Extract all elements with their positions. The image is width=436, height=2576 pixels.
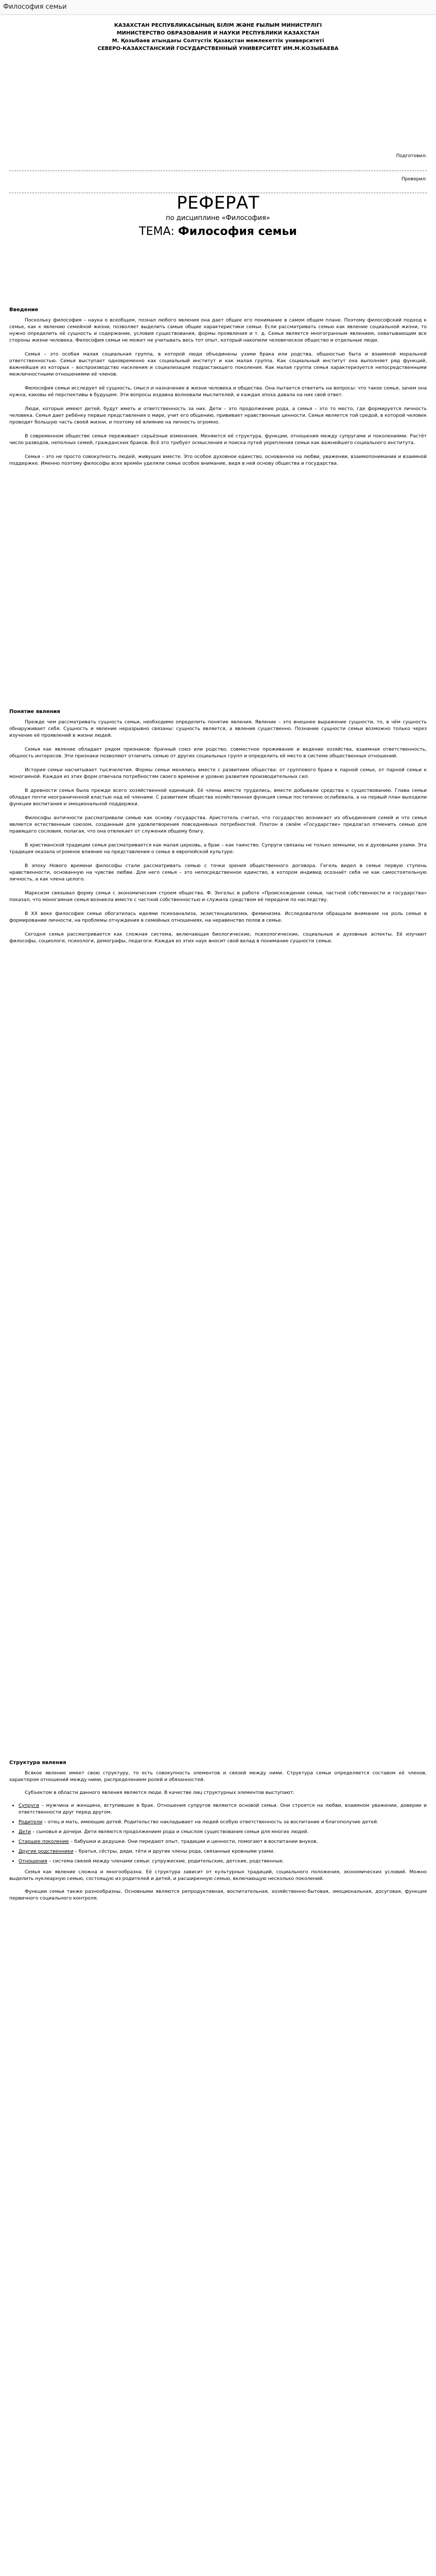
list-item [19, 1828, 427, 1835]
list-item-text: – отец и мать, имеющие детей. Родительство накладывает на людей особую ответственность за воспитание и благополучие детей. [42, 1819, 379, 1825]
paragraph: В христианской традиции семья рассматривается как малая церковь, а брак – как таинство. Супруги связаны не только земными, но и духовными узами. Эта традиция оказала огромное влияние на представления о семье в европейской культуре. [9, 842, 427, 855]
paragraph: Семья – это особая малая социальная группа, в которой люди объединены узами брака или родства, общностью быта и взаимной моральной ответственностью. Семья выступает одновременно как социальный институт и как малая группа. Как социальный институт она выполняет ряд функций, важнейшая из которых – воспроизводство населения и социализация подрастающего поколения. Как малая группа семья характеризуется непосредственными межличностными отношениями её членов. [9, 351, 427, 377]
referat-title: РЕФЕРАТ [177, 193, 259, 213]
list-item [19, 1848, 427, 1855]
paragraph: Субъектом в области данного явления является люди. В качестве лиц структурных элементов выступают: [25, 1790, 295, 1795]
paragraph: Философия семьи исследует её сущность, смысл и назначение в жизни человека и общества. Она пытается ответить на вопросы: что такое семья, зачем она нужна, каковы её перспективы в будущем. Эти вопросы издавна волновали мыслителей, и каждая эпоха давала на них свой ответ. [9, 385, 427, 398]
list-item [19, 1838, 427, 1845]
list-item-text: – система связей между членами семьи: супружеские, родительские, детские, родственные. [47, 1858, 284, 1864]
list-item-head: Родители [19, 1819, 43, 1825]
paragraph: Философы античности рассматривали семью как основу государства. Аристотель считал, что государство возникает из объединения семей и что семья является естественным союзом, созданным для удовлетворения повседневных потребностей. Платон в своём «Государстве» предлагал отменить семью для правящего сословия, полагая, что она отвлекает от служения общему благу. [9, 815, 427, 834]
header-line: КАЗАХСТАН РЕСПУБЛИКАСЫНЫҢ БІЛІМ ЖӘНЕ ҒЫЛЫМ МИНИСТРЛІГІ [114, 23, 322, 28]
section-structure [9, 1760, 427, 1902]
list-item-head: Старшее поколение [19, 1839, 69, 1844]
theme-prefix: ТЕМА: [139, 225, 178, 238]
discipline-line: по дисциплине «Философия» [166, 214, 270, 222]
title-block [9, 193, 427, 238]
header-line: СЕВЕРО-КАЗАХСТАНСКИЙ ГОСУДАРСТВЕННЫЙ УНИВЕРСИТЕТ ИМ.М.КОЗЫБАЕВА [97, 46, 339, 52]
section-intro [9, 307, 427, 467]
section-title: Структура явления [9, 1760, 66, 1766]
paragraph: Функции семьи также разнообразны. Основными являются репродуктивная, воспитательная, хозяйственно-бытовая, эмоциональная, досуговая, функция первичного социального контроля. [9, 1889, 427, 1901]
list-item [19, 1858, 427, 1865]
paragraph: В современном обществе семья переживает серьёзные изменения. Меняются её структура, функции, отношения между супругами и поколениями. Растёт число разводов, неполных семей, гражданских браков. Всё это требует осмысления и поиска путей укрепления семьи как важнейшего социального института. [9, 433, 427, 446]
paragraph: Марксизм связывал форму семьи с экономическим строем общества. Ф. Энгельс в работе «Происхождение семьи, частной собственности и государства» показал, что моногамная семья возникла вместе с частной собственностью и служила средством её передачи по наследству. [9, 890, 427, 903]
list-item-text: – бабушки и дедушки. Они передают опыт, традиции и ценности, помогают в воспитании внуков. [68, 1839, 318, 1844]
checked-block [9, 176, 427, 182]
structure-list [9, 1802, 427, 1865]
header-line: МИНИСТЕРСТВО ОБРАЗОВАНИЯ И НАУКИ РЕСПУБЛИКИ КАЗАХСТАН [116, 30, 320, 36]
paragraph: В древности семья была прежде всего хозяйственной единицей. Её члены вместе трудились, вместе добывали средства к существованию. Глава семьи обладал почти неограниченной властью над её членами. С развитием общества хозяйственная функция семьи постепенно ослабевала, а на первый план выходили функции воспитания и эмоциональной поддержки. [9, 788, 427, 807]
paragraphs [9, 1869, 427, 1902]
checked-label: Проверил: [401, 177, 427, 182]
theme-name: Философия семьи [178, 225, 297, 238]
paragraph: Прежде чем рассматривать сущность семьи, необходимо определить понятие явления. Явление – это внешнее выражение сущности, то, в чём сущность обнаруживает себя. Сущность и явление неразрывно связаны: сущность является, а явление существенно. Познание сущности семьи возможно только через изучение её проявлений в жизни людей. [9, 719, 427, 738]
list-item-text: – сыновья и дочери. Дети являются продолжением рода и смыслом существования семьи для многих людей. [31, 1829, 309, 1835]
institution-header [9, 22, 427, 53]
paragraph: Всякое явление имеет свою структуру, то есть совокупность элементов и связей между ними. Структура семьи определяется составом её членов, характером отношений между ними, распределением ролей и обязанностей. [9, 1770, 427, 1783]
paragraph: Поскольку философия – наука о всеобщем, познал любого явления она дает общее его понимание в самом общем плане. Поэтому философский подход к семье, как к явлению семейной жизни, позволяет выделить самые общие характеристики семьи. Если рассматривать семью как явление социальной жизни, то нужно определить её сущность и содержание, условия существования, формы проявления и т. д. Семья является многогранным явлением, охватывающим все стороны жизни человека. Философия семьи не может не учитывать весь тот опыт, который накопили человеческое общество и отдельные люди. [9, 317, 427, 343]
section-title: Понятие явления [9, 709, 60, 715]
list-item [19, 1802, 427, 1816]
header-line: М. Қозыбаев атындағы Солтүстік Қазақстан мемлекеттік университеті [112, 38, 324, 44]
list-item-text: – мужчина и женщина, вступившие в брак. Отношения супругов являются основой семьи. Они строятся на любви, взаимном уважении, доверии и ответственности друг перед другом. [19, 1803, 427, 1815]
list-item-head: Супруги [19, 1803, 39, 1808]
section-concept [9, 709, 427, 944]
list-item-head: Отношения [19, 1858, 47, 1864]
paragraphs [9, 719, 427, 944]
paragraph: Люди, которые имеют детей, будут иметь и ответственность за них. Дети – это продолжение рода, а семья – это то место, где формируется личность человека. Семья дает ребёнку первые представления о мире, учит его общению, прививает нравственные ценности. Семья является той средой, в которой человек проводит большую часть своей жизни, и поэтому её влияние на личность огромно. [9, 406, 427, 425]
signature-block [9, 152, 427, 159]
paragraphs [9, 1770, 427, 1796]
prepared-label: Подготовил: [396, 154, 427, 159]
window-titlebar [0, 0, 436, 15]
list-item-head: Дети [19, 1829, 31, 1835]
paragraphs [9, 317, 427, 467]
list-item-head: Другие родственники [19, 1849, 74, 1854]
window-title: Философия семьи [3, 3, 67, 11]
paragraph: В эпоху Нового времени философы стали рассматривать семью с точки зрения общественного договора. Гегель видел в семье первую ступень нравственности, основанную на чувстве любви. Для него семья – это непосредственное единство, в котором индивид осознаёт себя не как самостоятельную личность, а как члена целого. [9, 863, 427, 882]
list-item [19, 1819, 427, 1825]
paragraph: Семья как явление сложна и многообразна. Её структура зависит от культурных традиций, социального положения, экономических условий. Можно выделить нуклеарную семью, состоящую из родителей и детей, и расширенную семью, включающую несколько поколений. [9, 1869, 427, 1882]
header-block [9, 22, 427, 53]
paragraph: Семья как явление обладает рядом признаков: брачный союз или родство, совместное проживание и ведение хозяйства, взаимная ответственность, общность интересов. Эти признаки позволяют отличить семью от других социальных групп и определить её место в системе общественных отношений. [9, 747, 427, 759]
paragraph: Семья – это не просто совокупность людей, живущих вместе. Это особое духовное единство, основанное на любви, уважении, взаимопонимании и взаимной поддержке. Именно поэтому философы всех времён уделяли семье особое внимание, видя в ней основу общества и государства. [9, 454, 427, 466]
theme-line [9, 225, 427, 238]
paragraph: История семьи насчитывает тысячелетия. Формы семьи менялись вместе с развитием общества: от группового брака к парной семье, от парной семьи к моногамной. Каждая из этих форм отвечала потребностям своего времени и уровню развития производительных сил. [9, 767, 427, 779]
paragraph: Сегодня семья рассматривается как сложная система, включающая биологические, психологические, социальные и духовные аспекты. Её изучают философы, социологи, психологи, демографы, педагоги. Каждая из этих наук вносит свой вклад в понимание сущности семьи. [9, 931, 427, 944]
list-item-text: – братья, сёстры, дяди, тёти и другие члены рода, связанные кровными узами. [73, 1849, 275, 1854]
section-title: Введение [9, 307, 39, 313]
paragraph: В XX веке философия семьи обогатилась идеями психоанализа, экзистенциализма, феминизма. Исследователи обращали внимание на роль семьи в формировании личности, на проблемы отчуждения в семейных отношениях, на неравенство полов в семье. [9, 911, 427, 923]
